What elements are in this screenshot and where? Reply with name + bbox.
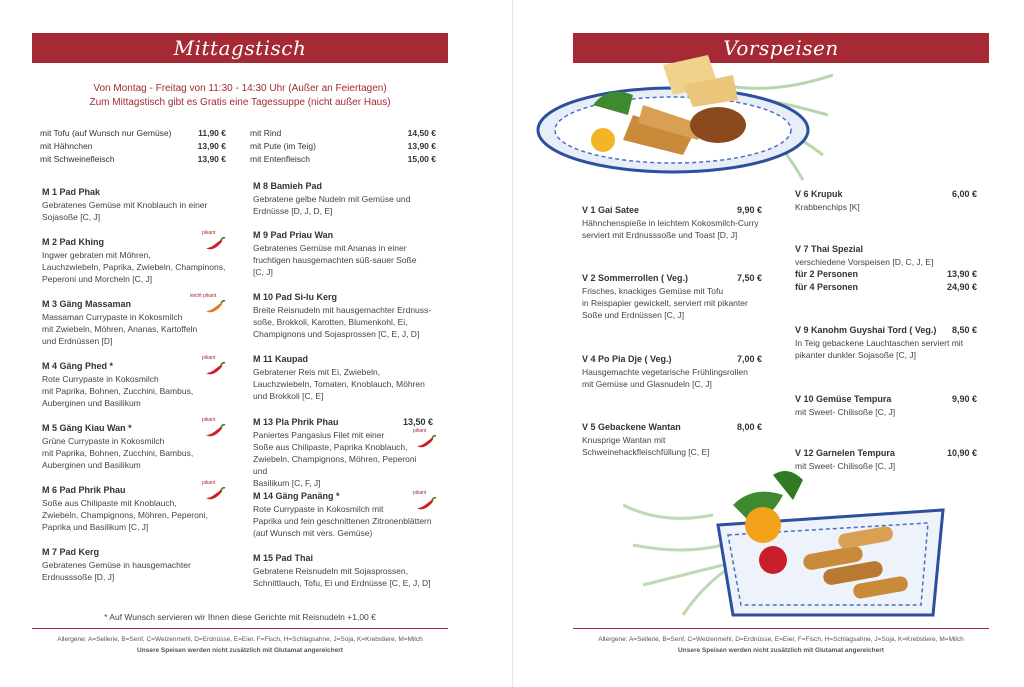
price-row [40,127,226,140]
item-desc: Breite Reisnudeln mit hausgemachter Erdnuss- [253,305,432,315]
menu-item-m7 [42,546,232,583]
menu-item-v5 [582,421,762,458]
allergen-footer [573,634,989,656]
item-price: 6,00 € [951,189,977,199]
price-label: mit Rind [250,128,282,138]
chili-pepper-icon [202,357,226,377]
spice-label: leicht pikant [190,293,217,299]
chili-pepper-icon [190,295,230,315]
item-name: M 6 Pad Phrik Phau [42,485,126,495]
item-desc: Zwiebeln, Champignons, Möhren, Peperoni und [253,454,417,476]
price-label: mit Hähnchen [40,141,93,151]
item-desc: verschiedene Vorspeisen [D, C, J, E] [795,257,934,267]
item-price: 7,00 € [736,354,762,364]
spice-label: pikant [202,417,216,423]
item-desc: mit Sweet- Chilisoße [C, J] [795,407,896,417]
price-value: 13,90 € [197,141,226,151]
item-desc: Gebratene Reisnudeln mit Sojasprossen, [253,566,408,576]
item-desc: soße, Brokkoli, Karotten, Blumenkohl, Ei, [253,317,408,327]
spring-rolls-photo [623,465,953,625]
price-row [250,153,436,166]
item-desc: Paprika und fein geschnittenen Zitronenblättern [253,516,432,526]
portion-label: für 2 Personen [795,269,859,279]
item-price: 13,50 € [402,417,433,427]
menu-item-m11 [253,353,439,402]
footer-rule [573,628,989,629]
item-desc: Ingwer gebraten mit Möhren, [42,250,151,260]
satay-platter-photo [533,45,833,185]
item-desc: mit Paprika, Bohnen, Zucchini, Bambus, [42,448,194,458]
vorspeisen-title: Vorspeisen [723,36,839,60]
portion-label: für 4 Personen [795,282,859,292]
item-desc: Hähnchenspieße in leichtem Kokosmilch-Curry [582,218,759,228]
item-desc: Hausgemachte vegetarische Frühlingsrollen [582,367,748,377]
item-name: M 15 Pad Thai [253,553,314,563]
item-name: M 9 Pad Priau Wan [253,230,334,240]
price-value: 14,50 € [407,128,436,138]
item-name: V 4 Po Pia Dje ( Veg.) [582,354,672,364]
item-price: 7,50 € [736,273,762,283]
item-desc: Gebratene gelbe Nudeln mit Gemüse und [253,194,411,204]
item-desc: mit Paprika, Bohnen, Zucchini, Bambus, [42,386,194,396]
item-desc: [C, J] [253,267,273,277]
price-row [40,140,226,153]
item-name: V 5 Gebackene Wantan [582,422,681,432]
item-desc: Champignons und Sojasprossen [C, E, J, D] [253,329,420,339]
item-price: 9,90 € [951,394,977,404]
price-row [40,153,226,166]
glutamat-note: Unsere Speisen werden nicht zusätzlich mit Glutamat angereichert [137,647,343,654]
menu-item-v6 [795,188,977,213]
menu-item-v12 [795,447,977,472]
item-price: 9,90 € [736,205,762,215]
item-desc: Lauchzwiebeln, Paprika, Zwiebeln, Champinons, [42,262,226,272]
price-label: mit Pute (im Teig) [250,141,316,151]
item-name: M 11 Kaupad [253,354,309,364]
item-desc: Schnittlauch, Tofu, Ei und Erdnüsse [C, E, J, D] [253,578,431,588]
menu-item-m9 [253,229,439,278]
item-desc: Frisches, knackiges Gemüse mit Tofu [582,286,724,296]
spice-label: pikant [413,490,427,496]
spice-label: pikant [413,428,427,434]
item-desc: und Erdnüssen [D] [42,336,113,346]
price-row [250,140,436,153]
menu-item-m15 [253,552,439,589]
item-name: V 6 Krupuk [795,189,843,199]
item-desc: Gebratenes Gemüse mit Knoblauch in einer [42,200,208,210]
glutamat-note: Unsere Speisen werden nicht zusätzlich mit Glutamat angereichert [678,647,884,654]
allergen-legend: Allergene: A=Sellerie, B=Senf, C=Weizenmehl, D=Erdnüsse, E=Eier, F=Fisch, H=Schlagsahne, J=Soja, K=Krebstiere, M=Milch [598,636,964,643]
menu-item-m14 [253,490,439,539]
item-desc: Krabbenchips [K] [795,202,860,212]
price-label: mit Tofu (auf Wunsch nur Gemüse) [40,128,172,138]
portion-price: 13,90 € [946,269,977,279]
item-name: V 10 Gemüse Tempura [795,394,892,404]
item-desc: pikanter dunkler Sojasoße [C, J] [795,350,916,360]
menu-item-m1 [42,186,232,223]
item-price: 8,00 € [736,422,762,432]
item-desc: Knusprige Wantan mit [582,435,666,445]
menu-item-v10 [795,393,977,418]
protein-price-table-right [250,127,436,166]
item-price: 10,90 € [946,448,977,458]
menu-item-m8 [253,180,439,217]
mittagstisch-title: Mittagstisch [173,36,307,60]
menu-item-m10 [253,291,439,340]
item-desc: Soße aus Chilipaste mit Knoblauch, [42,498,177,508]
item-desc: Paniertes Pangasius Filet mit einer [253,430,385,440]
item-name: V 1 Gai Satee [582,205,640,215]
item-desc: In Teig gebackene Lauchtaschen serviert mit [795,338,964,348]
price-value: 13,90 € [197,154,226,164]
item-name: V 7 Thai Spezial [795,244,864,254]
item-desc: Gebratener Reis mit Ei, Zwiebeln, [253,367,381,377]
item-desc: mit Zwiebeln, Möhren, Ananas, Kartoffeln [42,324,198,334]
item-desc: Peperoni und Morcheln [C, J] [42,274,153,284]
price-value: 11,90 € [198,128,226,138]
menu-item-v4 [582,353,762,390]
menu-item-v9 [795,324,977,361]
item-desc: Rote Currypaste in Kokosmilch [42,374,159,384]
mittagstisch-banner [32,33,448,63]
item-desc: Erdnusssoße [D, J] [42,572,115,582]
item-desc: (auf Wunsch mit vers. Gemüse) [253,528,373,538]
intro-line-1: Von Montag - Freitag von 11:30 - 14:30 Uhr (Außer an Feiertagen) [93,83,387,94]
item-desc: mit Gemüse und Glasnudeln [C, J] [582,379,712,389]
protein-price-table-left [40,127,226,166]
menu-item-v1 [582,204,762,241]
portion-price: 24,90 € [946,282,977,292]
spice-label: pikant [202,355,216,361]
item-desc: in Reispapier gewickelt, serviert mit pikanter [582,298,748,308]
footer-rule [32,628,448,629]
menu-item-v2 [582,272,762,321]
price-label: mit Schweinefleisch [40,154,115,164]
allergen-legend: Allergene: A=Sellerie, B=Senf, C=Weizenmehl, D=Erdnüsse, E=Eier, F=Fisch, H=Schlagsahne, J=Soja, K=Krebstiere, M=Milch [57,636,423,643]
price-value: 13,90 € [407,141,436,151]
intro-line-2: Zum Mittagstisch gibt es Gratis eine Tagessuppe (nicht außer Haus) [89,97,391,108]
item-name: V 9 Kanohm Guyshai Tord ( Veg.) [795,325,937,335]
item-desc: Gebratenes Gemüse in hausgemachter [42,560,191,570]
spice-label: pikant [202,230,216,236]
menu-item-v7 [795,243,977,294]
rice-noodle-footnote: * Auf Wunsch servieren wir Ihnen diese Gerichte mit Reisnudeln +1,00 € [104,612,376,622]
item-desc: Basilikum [C, F, J] [253,478,321,488]
price-value: 15,00 € [407,154,436,164]
item-desc: Rote Currypaste in Kokosmilch mit [253,504,384,514]
item-desc: Erdnüsse [D, J, D, E] [253,206,333,216]
item-desc: Soße und Erdnüssen [C, J] [582,310,685,320]
item-desc: mit Sweet- Chilisoße [C, J] [795,461,896,471]
chili-pepper-icon [413,430,437,450]
item-desc: Schweinehackfleischfüllung [C, E] [582,447,710,457]
item-desc: Lauchzwiebeln, Tomaten, Knoblauch, Möhren [253,379,425,389]
item-name: M 8 Bamieh Pad [253,181,323,191]
spice-label: pikant [202,480,216,486]
chili-pepper-icon [202,419,226,439]
item-name: M 7 Pad Kerg [42,547,100,557]
chili-pepper-icon [413,492,437,512]
menu-item-m13 [253,416,433,489]
item-desc: Zwiebeln, Champignons, Möhren, Peperoni, [42,510,208,520]
item-name: M 2 Pad Khing [42,237,105,247]
item-name: M 3 Gäng Massaman [42,299,132,309]
item-name: V 12 Garnelen Tempura [795,448,895,458]
item-desc: Massaman Currypaste in Kokosmilch [42,312,183,322]
item-desc: Grüne Currypaste in Kokosmilch [42,436,165,446]
item-desc: und Brokkoli [C, E] [253,391,324,401]
price-label: mit Entenfleisch [250,154,310,164]
item-desc: Paprika und Basilikum [C, J] [42,522,149,532]
item-desc: serviert mit Erdnusssoße und Toast [D, J] [582,230,738,240]
item-price: 8,50 € [951,325,977,335]
item-name: V 2 Sommerrollen ( Veg.) [582,273,689,283]
right-page [512,0,1024,687]
lunch-intro [32,82,448,110]
item-desc: Gebratenes Gemüse mit Ananas in einer [253,243,407,253]
item-name: M 14 Gäng Panäng * [253,491,340,501]
item-name: M 13 Pla Phrik Phau [253,417,339,427]
item-desc: Auberginen und Basilikum [42,460,141,470]
item-desc: Soße aus Chilipaste, Paprika Knoblauch, [253,442,408,452]
chili-pepper-icon [202,232,226,252]
item-name: M 10 Pad Si-lu Kerg [253,292,338,302]
item-name: M 4 Gäng Phed * [42,361,114,371]
item-name: M 5 Gäng Kiau Wan * [42,423,132,433]
item-desc: fruchtigen hausgemachten süß-sauer Soße [253,255,417,265]
item-desc: Sojasoße [C, J] [42,212,101,222]
chili-pepper-icon [202,482,226,502]
item-desc: Auberginen und Basilikum [42,398,141,408]
item-name: M 1 Pad Phak [42,187,101,197]
price-row [250,127,436,140]
allergen-footer [32,634,448,656]
